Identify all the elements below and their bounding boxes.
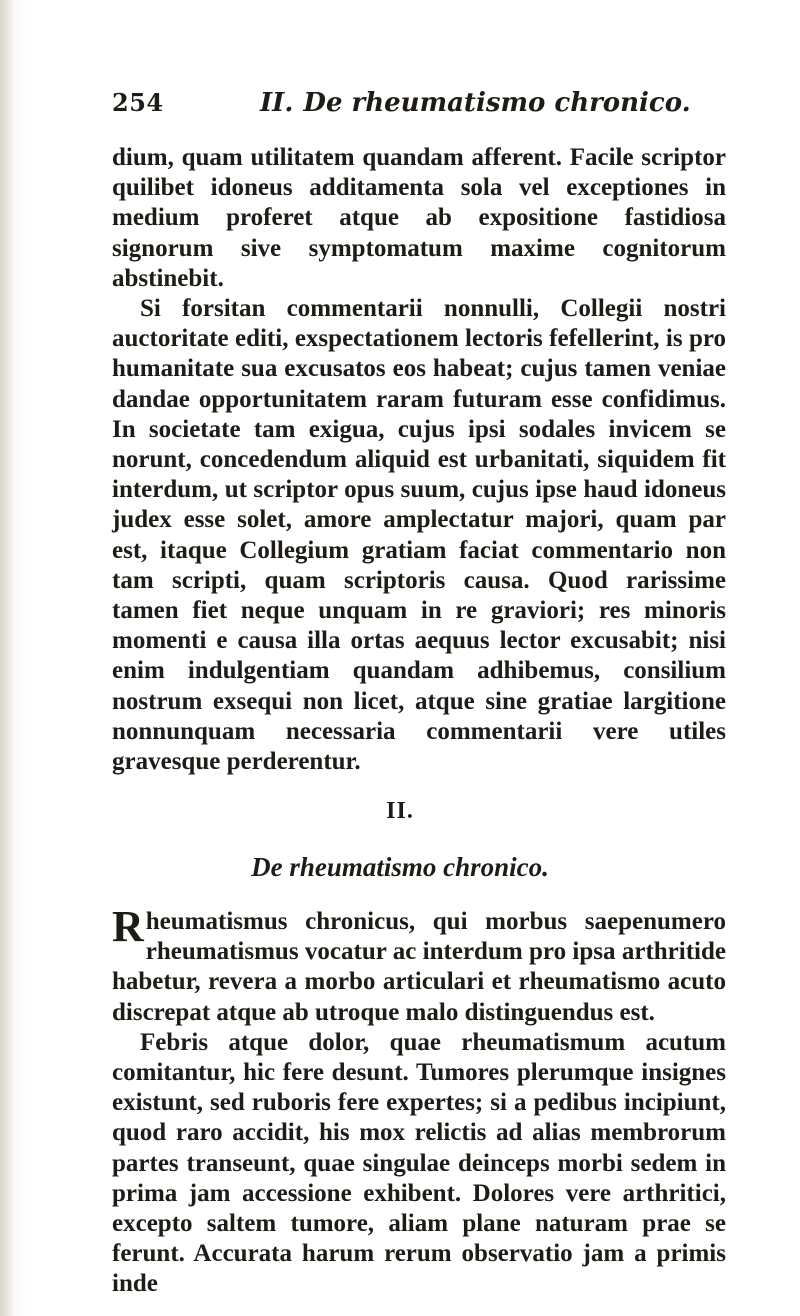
section-text [112,902,726,1300]
page-number: 254 [112,88,164,117]
section-paragraph-2: Febris atque dolor, quae rheumatismum acutum comitantur, hic fere desunt. Tumores plerumque insignes existunt, sed ruboris fere expertes; si a pedibus incipiunt, quod raro accidit, his mox relictis ad alias membrorum partes transeunt, quae singulae deinceps morbi sedem in prima jam accessione exhibent. Dolores vere arthritici, excepto saltem tumore, aliam plane naturam prae se ferunt. Accurata harum rerum observatio jam a primis inde [112,1028,726,1298]
drop-cap: R [112,902,144,951]
section-paragraph-1 [112,902,726,1028]
section-paragraph-1-text: heumatismus chronicus, qui morbus saepenumero rheumatismus vocatur ac interdum pro ipsa arthritide habetur, revera a morbo articulari et rheumatismo acuto discrepat atque ab utroque malo distinguendus est. [112,908,726,1026]
running-head-title [260,88,691,118]
running-head-chapter-number: II. [260,88,294,118]
page-gutter-shadow [0,0,14,1316]
intro-paragraph-2: Si forsitan commentarii nonnulli, Collegii nostri auctoritate editi, exspectationem lectoris fefellerint, is pro humanitate sua excusatos eos habeat; cujus tamen veniae dandae opportunitatem raram futuram esse confidimus. In societate tam exigua, cujus ipsi sodales invicem se norunt, concedendum aliquid est urbanitati, siquidem fit interdum, ut scriptor opus suum, cujus ipse haud idoneus judex esse solet, amore amplectatur majori, quam par est, itaque Collegium gratiam faciat commentario non tam scripti, quam scriptoris causa. Quod rarissime tamen fiet neque unquam in re graviori; res minoris momenti e causa illa ortas aequus lector excusabit; nisi enim indulgentiam quandam adhibemus, consilium nostrum exsequi non licet, atque sine gratiae largitione nonnunquam necessaria commentarii vere utiles gravesque perderentur. [112,295,726,776]
running-head-chapter-title: De rheumatismo chronico. [303,88,691,118]
intro-text [112,143,726,777]
running-head [112,88,722,118]
intro-paragraph-1: dium, quam utilitatem quandam afferent. Facile scriptor quilibet idoneus additamenta sola vel exceptiones in medium proferet atque ab expositione fastidiosa signorum sive symptomatum maxime cognitorum abstinebit. [112,144,726,292]
section-title: De rheumatismo chronico. [251,852,549,882]
section-number: II. [386,798,414,824]
